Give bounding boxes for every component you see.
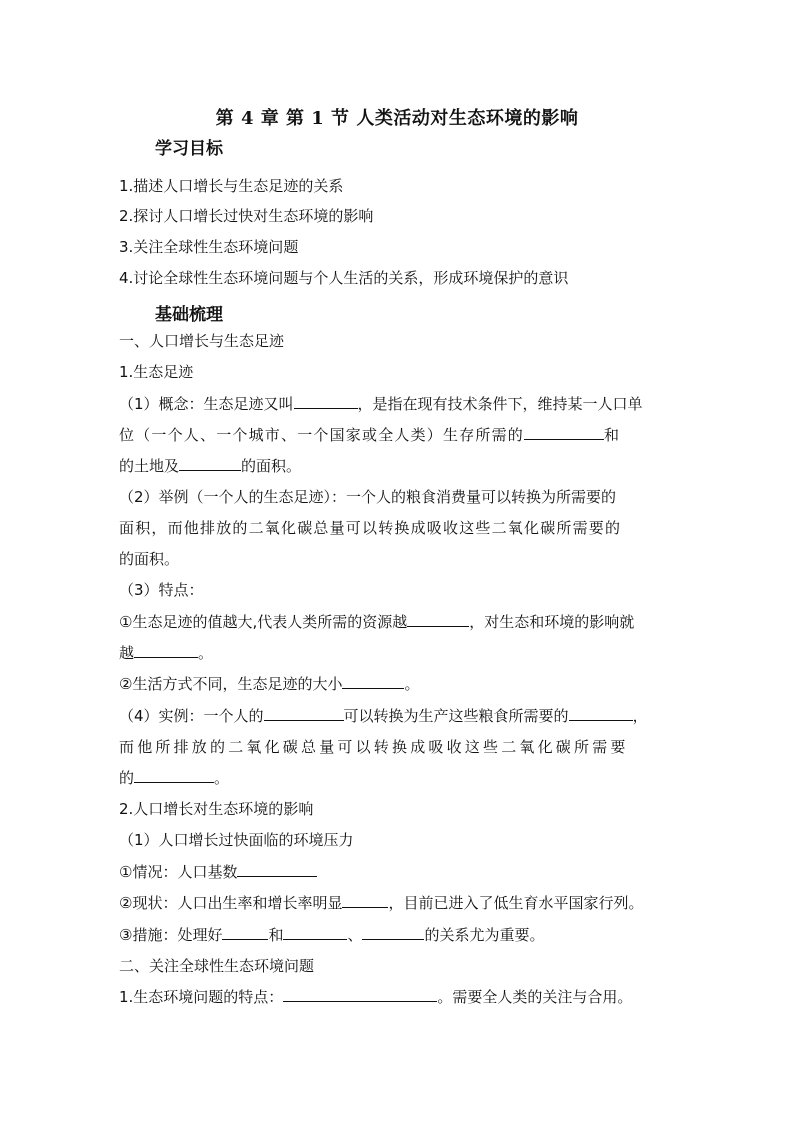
fill-blank[interactable] <box>569 706 633 721</box>
fill-blank[interactable] <box>134 643 198 658</box>
instance-line-1: （4）实例：一个人的 可以转换为生产这些粮食所需要的 ， <box>119 707 648 725</box>
goal-item-3: 3.关注全球性生态环境问题 <box>119 238 299 256</box>
part-one-heading: 一、人口增长与生态足迹 <box>119 332 285 350</box>
fill-blank[interactable] <box>222 925 268 940</box>
example-line-1: （2）举例（一个人的生态足迹）：一个人的粮食消费量可以转换为所需要的 <box>119 488 617 506</box>
fill-blank[interactable] <box>524 425 604 440</box>
instance-line-3: 的 。 <box>119 769 230 787</box>
pressure-measures: ③措施：处理好 和 、 的关系尤为重要。 <box>119 926 545 944</box>
fill-blank[interactable] <box>342 893 388 908</box>
goal-item-4: 4.讨论全球性生态环境问题与个人生活的关系，形成环境保护的意识 <box>119 269 569 287</box>
fill-blank[interactable] <box>294 394 358 409</box>
fill-blank[interactable] <box>134 768 214 783</box>
concept-line-3: 的土地及 的面积。 <box>119 457 302 475</box>
example-line-3: 的面积。 <box>119 550 180 568</box>
pressure-title: （1）人口增长过快面临的环境压力 <box>119 831 354 849</box>
pressure-situation: ①情况：人口基数 <box>119 862 679 882</box>
instance-line-2: 而他所排放的二氧化碳总量可以转换成吸收这些二氧化碳所需要 <box>119 738 629 756</box>
fill-blank[interactable] <box>362 925 424 940</box>
subsection-ecological-footprint: 1.生态足迹 <box>119 363 194 381</box>
concept-line-2: 位（一个人、一个城市、一个国家或全人类）生存所需的 和 <box>119 426 621 444</box>
features-title: （3）特点： <box>119 581 204 599</box>
subsection-population-impact: 2.人口增长对生态环境的影响 <box>119 800 314 818</box>
example-line-2: 面积，而他排放的二氧化碳总量可以转换成吸收这些二氧化碳所需要的 <box>119 519 622 537</box>
section-heading-basics: 基础梳理 <box>155 305 223 325</box>
goal-item-1: 1.描述人口增长与生态足迹的关系 <box>119 177 344 195</box>
fill-blank[interactable] <box>237 862 317 877</box>
fill-blank[interactable] <box>283 987 437 1002</box>
goal-item-2: 2.探讨人口增长过快对生态环境的影响 <box>119 207 374 225</box>
feature-1-line-2: 越 。 <box>119 644 214 662</box>
fill-blank[interactable] <box>342 674 404 689</box>
fill-blank[interactable] <box>264 706 344 721</box>
fill-blank[interactable] <box>283 925 347 940</box>
issue-features-line: 1.生态环境问题的特点： 。需要全人类的关注与合用。 <box>119 988 633 1006</box>
fill-blank[interactable] <box>407 612 469 627</box>
page-title: 第 4 章 第 1 节 人类活动对生态环境的影响 <box>215 108 579 129</box>
section-heading-goals: 学习目标 <box>155 139 223 159</box>
pressure-status: ②现状：人口出生率和增长率明显 ，目前已进入了低生育水平国家行列。 <box>119 894 644 912</box>
feature-1-line-1: ①生态足迹的值越大,代表人类所需的资源越 ，对生态和环境的影响就 <box>119 613 635 631</box>
concept-line-1: （1）概念：生态足迹又叫 ，是指在现有技术条件下，维持某一人口单 <box>119 395 643 413</box>
feature-2-line: ②生活方式不同，生态足迹的大小 。 <box>119 675 420 693</box>
fill-blank[interactable] <box>179 456 241 471</box>
part-two-heading: 二、关注全球性生态环境问题 <box>119 957 315 975</box>
